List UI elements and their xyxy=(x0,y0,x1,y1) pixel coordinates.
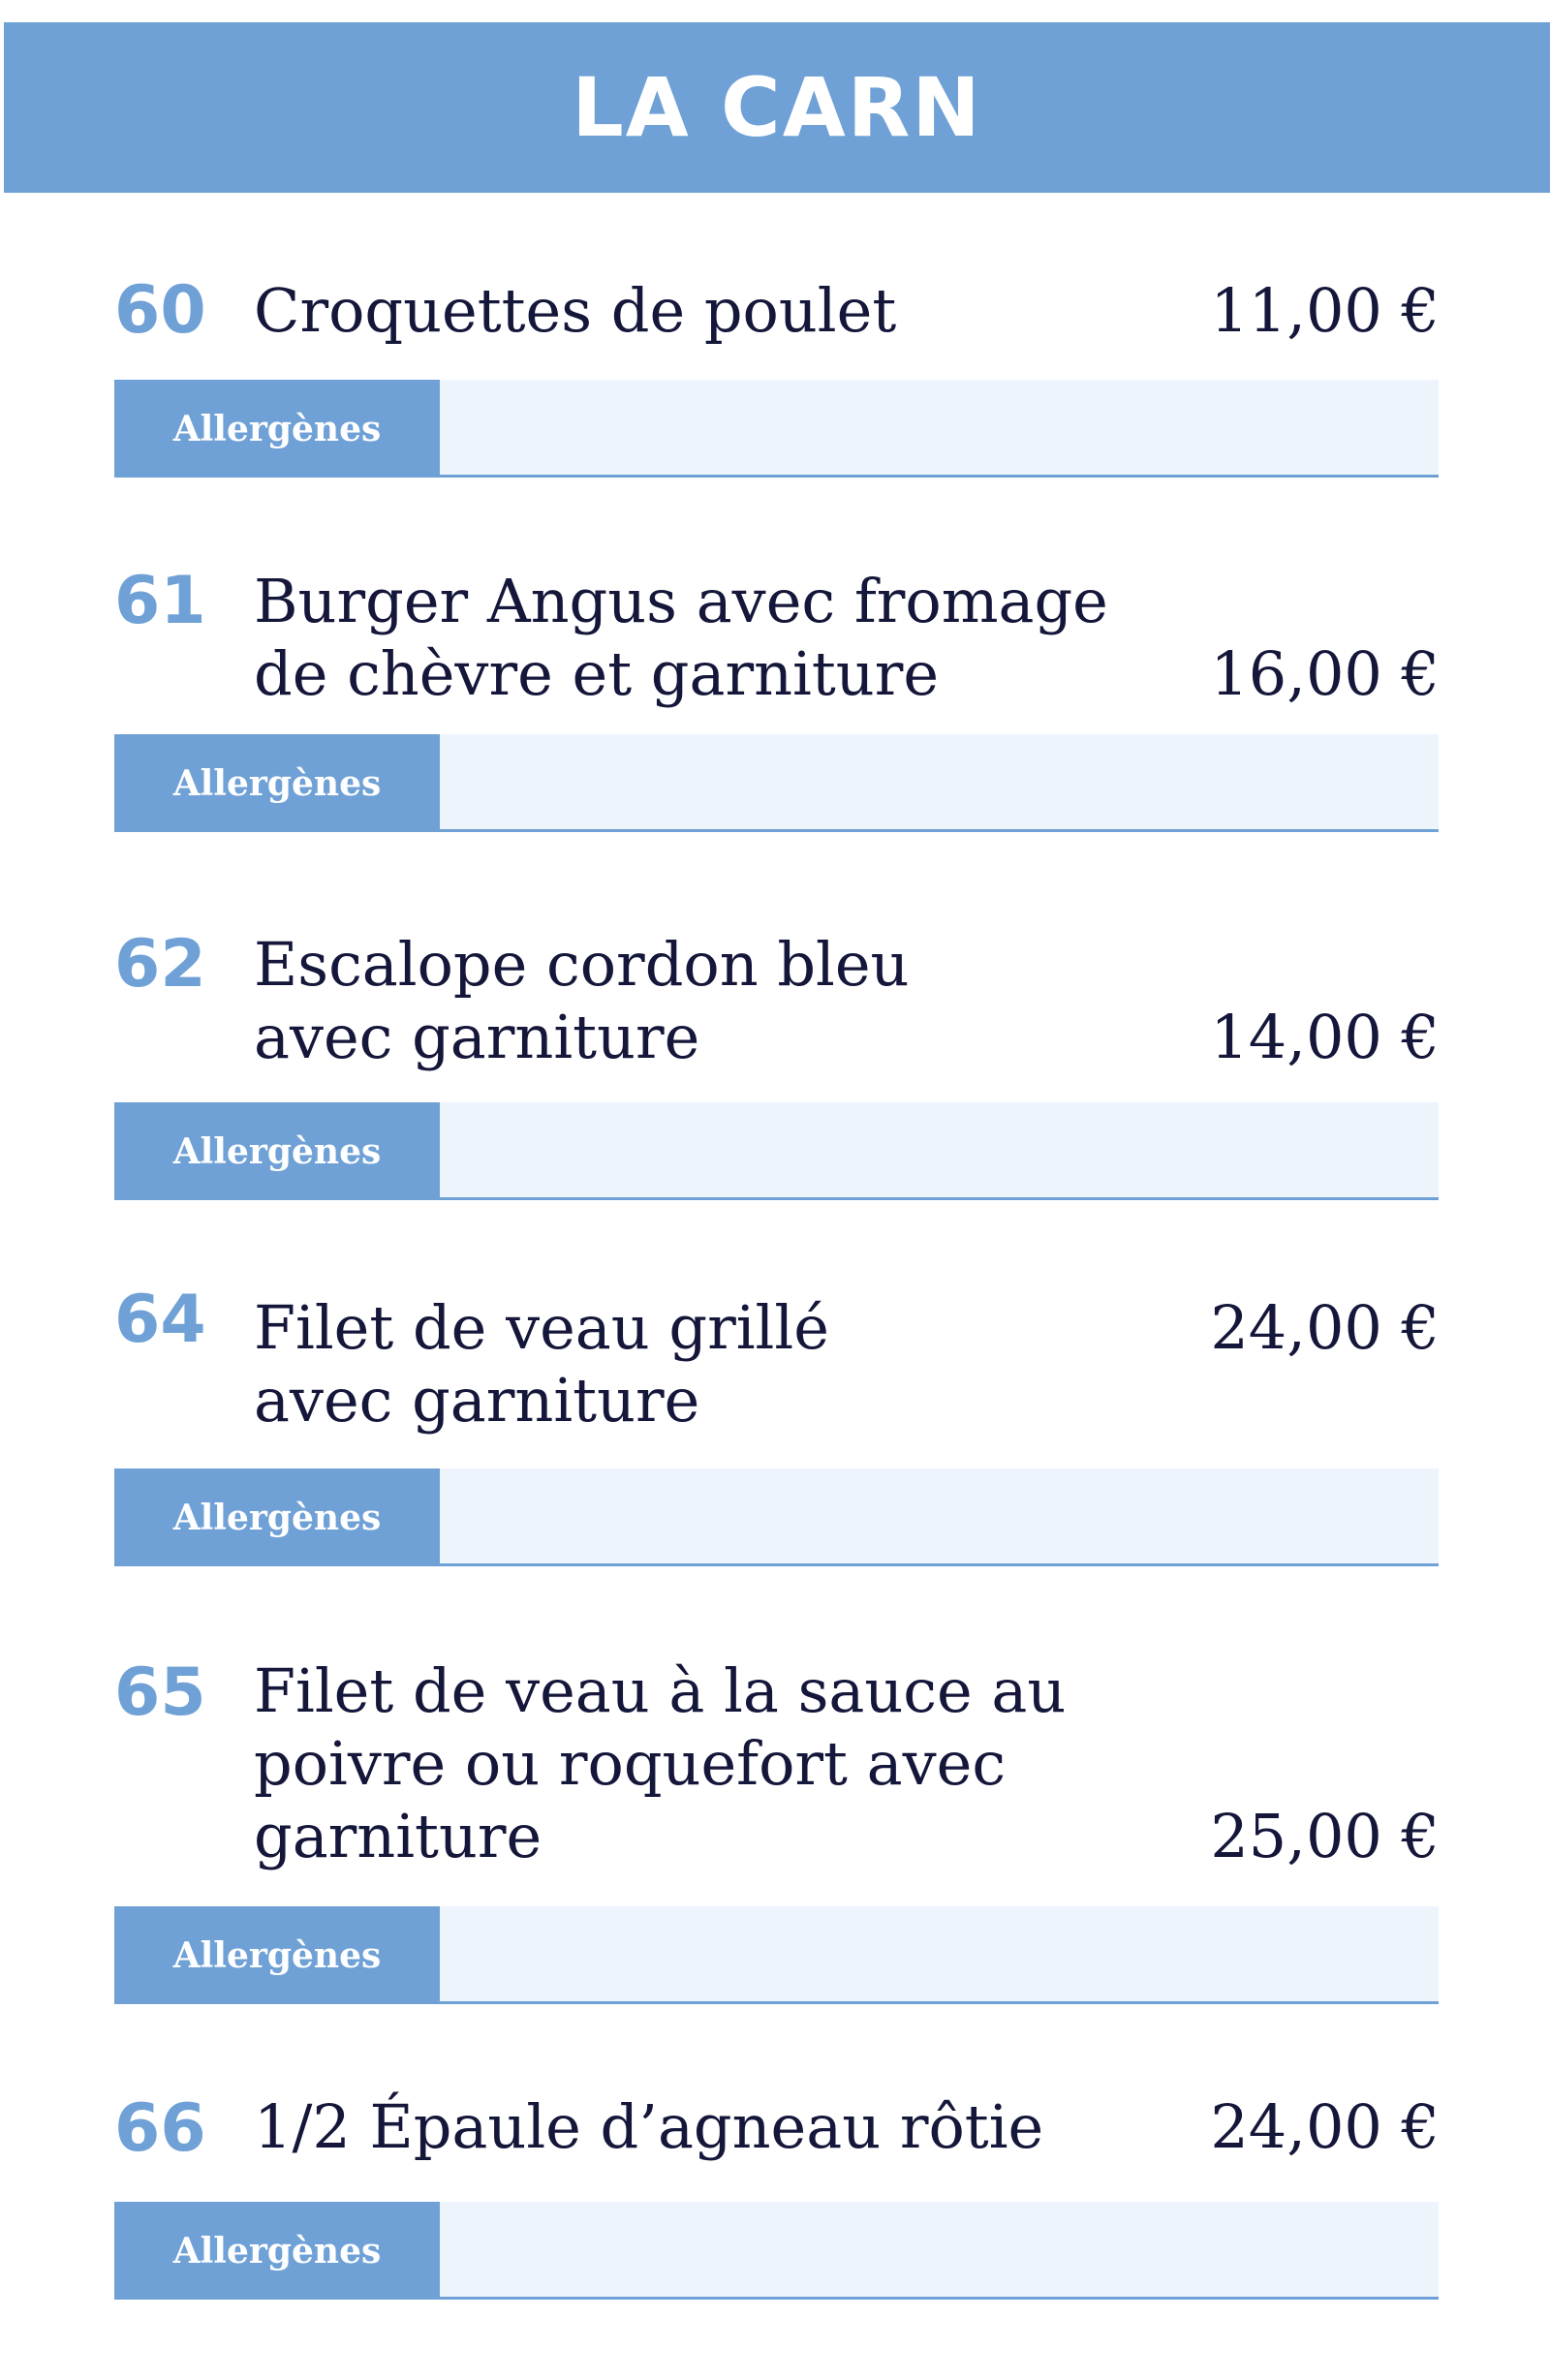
page-title: LA CARN xyxy=(572,60,982,155)
item-name xyxy=(254,1291,1184,1437)
item-name-line: de chèvre et garniture xyxy=(254,638,940,709)
item-name xyxy=(254,274,1184,347)
allergen-button[interactable]: Allergènes xyxy=(114,1906,440,2004)
item-name xyxy=(254,565,1184,710)
item-price: 24,00 € xyxy=(1210,2091,1440,2162)
item-number: 61 xyxy=(114,563,206,639)
item-price: 14,00 € xyxy=(1210,1002,1440,1072)
allergen-bar xyxy=(114,1102,1439,1200)
item-price: 11,00 € xyxy=(1210,275,1440,346)
allergen-bar xyxy=(114,2202,1439,2300)
allergen-bar xyxy=(114,380,1439,478)
item-name-line: avec garniture xyxy=(254,1002,700,1072)
allergen-button[interactable]: Allergènes xyxy=(114,2202,440,2300)
item-number: 60 xyxy=(114,272,206,349)
item-name xyxy=(254,1654,1184,1872)
item-name-line: poivre ou roquefort avec xyxy=(254,1728,1007,1799)
item-name-line: Filet de veau grillé xyxy=(254,1292,829,1363)
item-name-line: 1/2 Épaule d’agneau rôtie xyxy=(254,2091,1044,2162)
item-name xyxy=(254,928,1184,1073)
item-name-line: Filet de veau à la sauce au xyxy=(254,1655,1067,1726)
item-price: 24,00 € xyxy=(1210,1292,1440,1363)
item-name-line: garniture xyxy=(254,1801,542,1871)
item-name xyxy=(254,2090,1184,2163)
allergen-bar xyxy=(114,1468,1439,1566)
allergen-bar xyxy=(114,734,1439,832)
item-number: 64 xyxy=(114,1282,206,1358)
item-name-line: avec garniture xyxy=(254,1365,700,1436)
allergen-bar xyxy=(114,1906,1439,2004)
item-number: 66 xyxy=(114,2090,206,2167)
item-name-line: Escalope cordon bleu xyxy=(254,929,910,1000)
item-name-line: Croquettes de poulet xyxy=(254,275,897,346)
item-number: 62 xyxy=(114,926,206,1003)
menu-header xyxy=(4,22,1550,193)
allergen-button[interactable]: Allergènes xyxy=(114,1468,440,1566)
allergen-button[interactable]: Allergènes xyxy=(114,380,440,478)
item-number: 65 xyxy=(114,1654,206,1731)
allergen-button[interactable]: Allergènes xyxy=(114,1102,440,1200)
item-price: 16,00 € xyxy=(1210,638,1440,709)
item-name-line: Burger Angus avec fromage xyxy=(254,566,1108,636)
allergen-button[interactable]: Allergènes xyxy=(114,734,440,832)
item-price: 25,00 € xyxy=(1210,1801,1440,1871)
